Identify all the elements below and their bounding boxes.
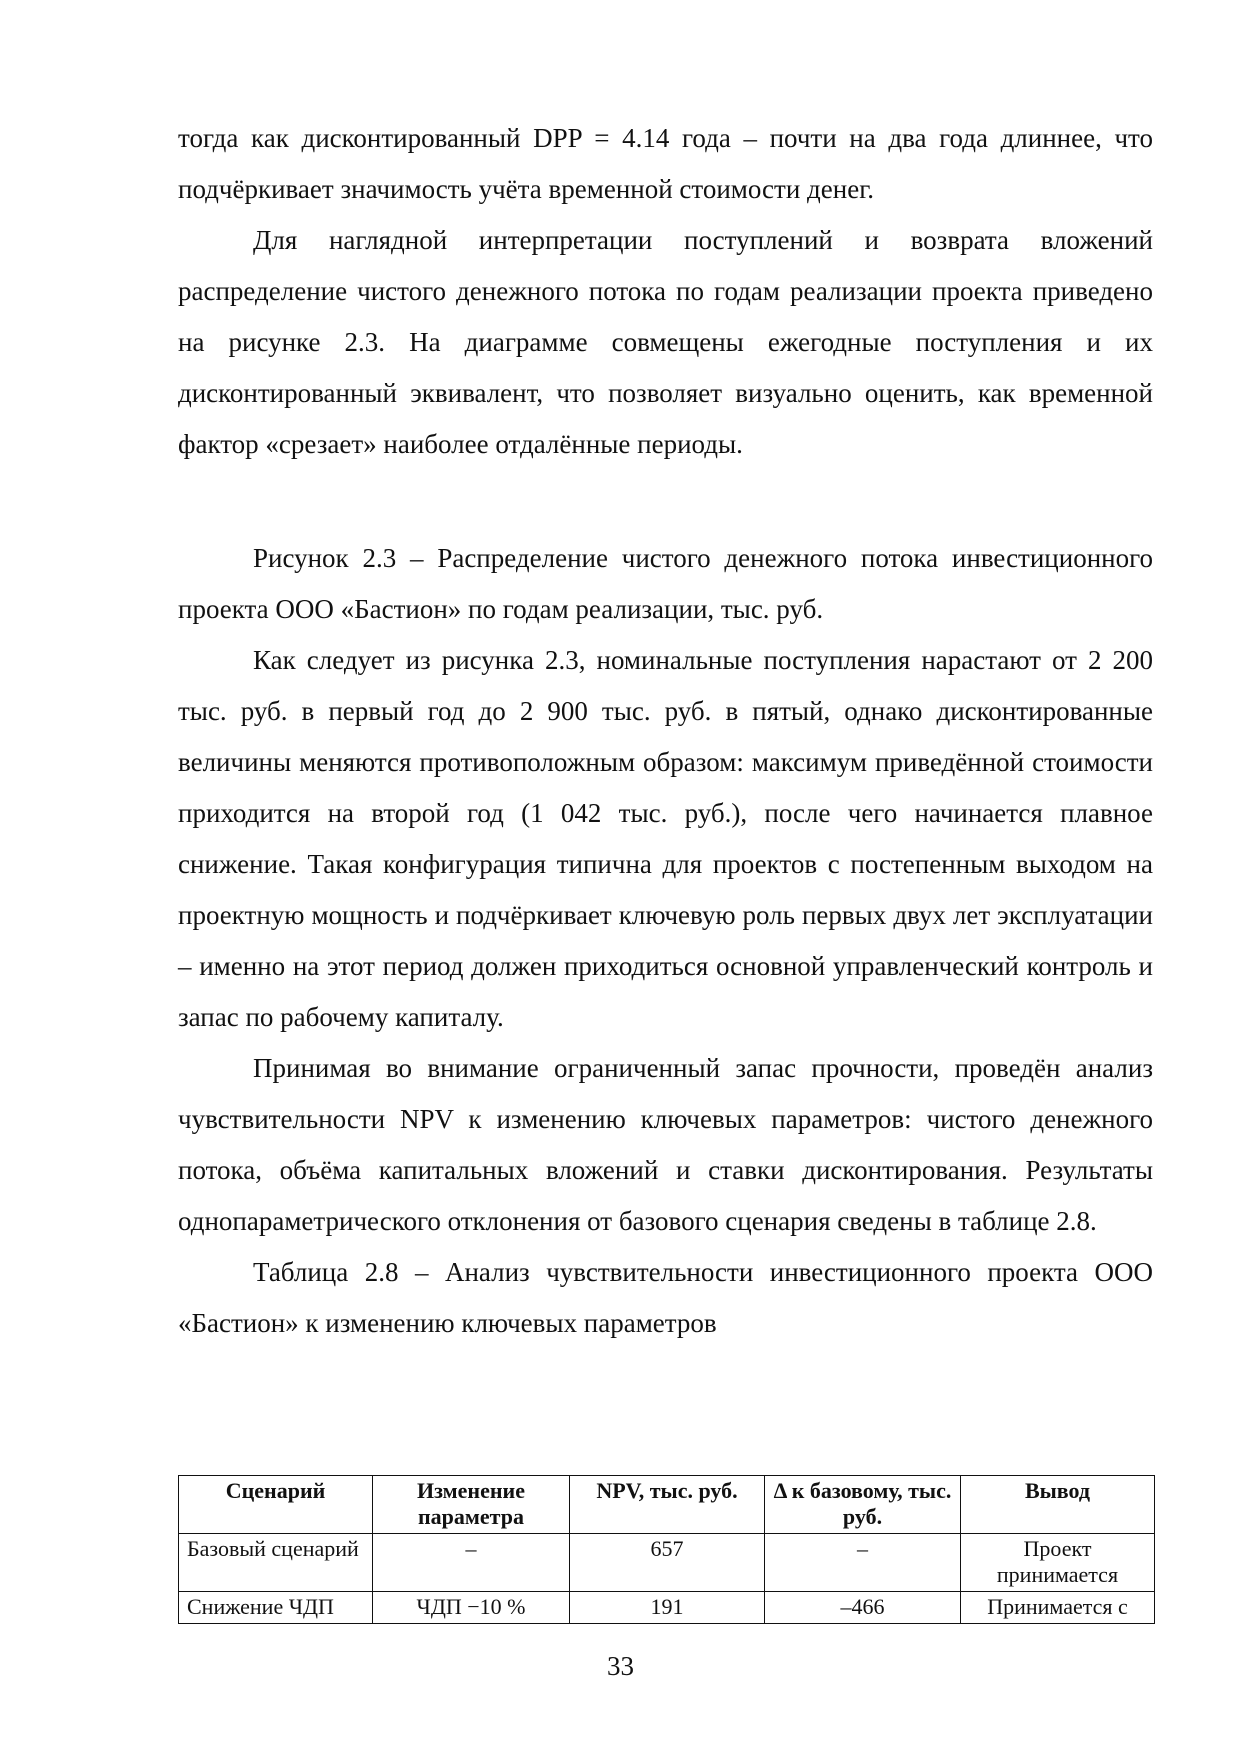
header-delta: Δ к базовому, тыс. руб. <box>765 1476 961 1534</box>
cell-npv: 657 <box>570 1534 765 1592</box>
paragraph-figure-analysis: Как следует из рисунка 2.3, номинальные поступления нарастают от 2 200 тыс. руб. в первый год до 2 900 тыс. руб. в пятый, однако дисконтированные величины меняются противоположным образом: максимум приведённой стоимости приходится на второй год (1 042 тыс. руб.), после чего начинается плавное снижение. Такая конфигурация типична для проектов с постепенным выходом на проектную мощность и подчёркивает ключевую роль первых двух лет эксплуатации – именно на этот период должен приходиться основной управленческий контроль и запас по рабочему капиталу. <box>178 645 1153 1032</box>
cell-conclusion: Принимается с <box>961 1592 1155 1624</box>
header-scenario: Сценарий <box>179 1476 373 1534</box>
cell-scenario: Снижение ЧДП <box>179 1592 373 1624</box>
table-row <box>179 1592 1155 1624</box>
cell-parameter-change: ЧДП −10 % <box>373 1592 570 1624</box>
header-conclusion: Вывод <box>961 1476 1155 1534</box>
header-parameter-change: Изменение параметра <box>373 1476 570 1534</box>
cell-npv: 191 <box>570 1592 765 1624</box>
cell-parameter-change: – <box>373 1534 570 1592</box>
sensitivity-table <box>178 1475 1155 1624</box>
page-number: 33 <box>607 1651 634 1681</box>
cell-delta: –466 <box>765 1592 961 1624</box>
cell-scenario: Базовый сценарий <box>179 1534 373 1592</box>
table-caption: Таблица 2.8 – Анализ чувствительности инвестиционного проекта ООО «Бастион» к изменению ключевых параметров <box>178 1257 1153 1338</box>
paragraph-figure-intro: Для наглядной интерпретации поступлений и возврата вложений распределение чистого денежного потока по годам реализации проекта приведено на рисунке 2.3. На диаграмме совмещены ежегодные поступления и их дисконтированный эквивалент, что позволяет визуально оценить, как временной фактор «срезает» наиболее отдалённые периоды. <box>178 225 1153 459</box>
cell-delta: – <box>765 1534 961 1592</box>
paragraph-sensitivity-intro: Принимая во внимание ограниченный запас прочности, проведён анализ чувствительности NPV к изменению ключевых параметров: чистого денежного потока, объёма капитальных вложений и ставки дисконтирования. Результаты однопараметрического отклонения от базового сценария сведены в таблице 2.8. <box>178 1053 1153 1236</box>
page-body <box>178 113 1153 1349</box>
header-npv: NPV, тыс. руб. <box>570 1476 765 1534</box>
figure-caption: Рисунок 2.3 – Распределение чистого денежного потока инвестиционного проекта ООО «Бастион» по годам реализации, тыс. руб. <box>178 543 1153 624</box>
table-header-row <box>179 1476 1155 1534</box>
table-row <box>179 1534 1155 1592</box>
paragraph-dpp-conclusion: тогда как дисконтированный DPP = 4.14 года – почти на два года длиннее, что подчёркивает значимость учёта временной стоимости денег. <box>178 123 1153 204</box>
cell-conclusion: Проект принимается <box>961 1534 1155 1592</box>
